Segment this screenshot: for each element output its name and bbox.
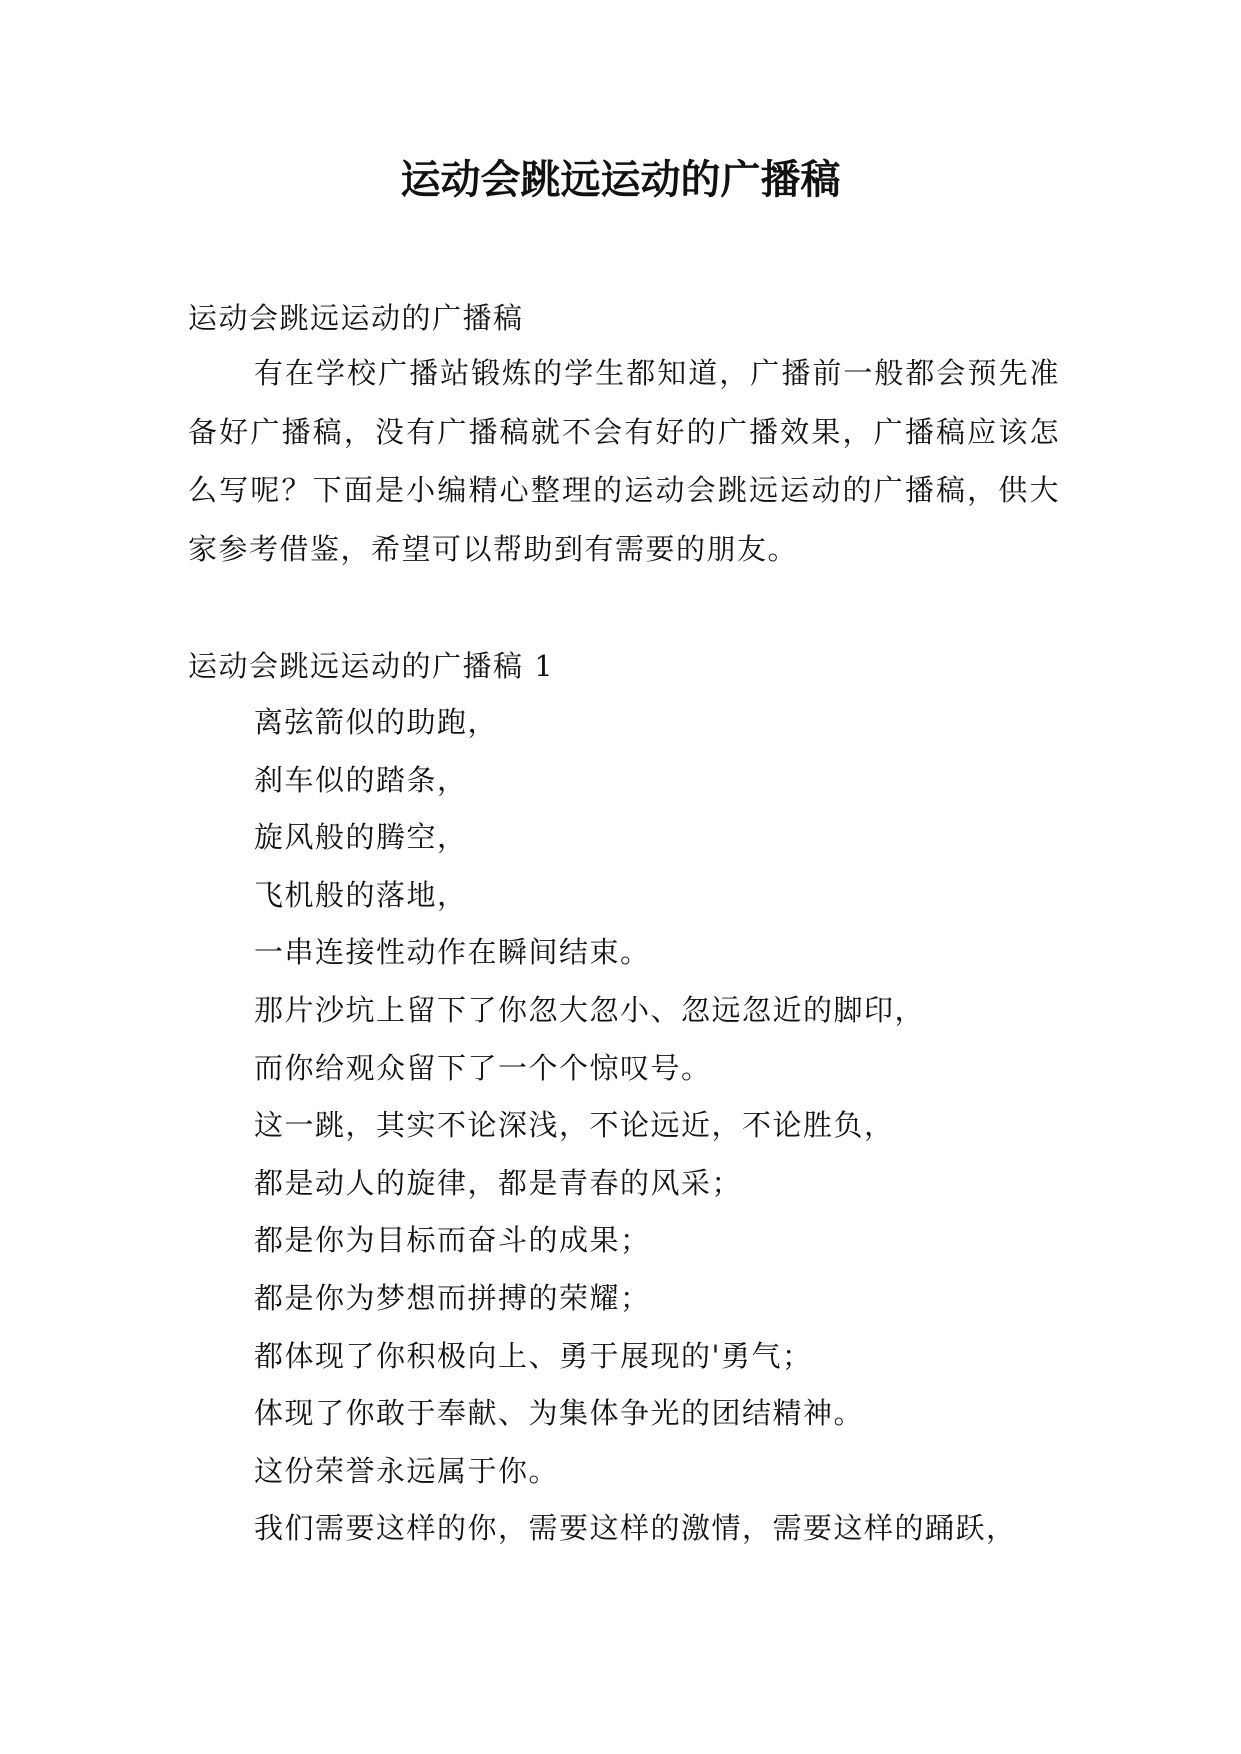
poem-line: 都是动人的旋律，都是青春的风采； bbox=[254, 1165, 743, 1200]
poem bbox=[254, 694, 1154, 1558]
poem-line: 都体现了你积极向上、勇于展现的'勇气； bbox=[254, 1338, 813, 1373]
poem-line: 这一跳，其实不论深浅，不论远近，不论胜负， bbox=[254, 1108, 895, 1143]
section-heading: 运动会跳远运动的广播稿 1 bbox=[188, 649, 555, 683]
document-title: 运动会跳远运动的广播稿 bbox=[400, 157, 841, 203]
poem-line: 这份荣誉永远属于你。 bbox=[254, 1453, 560, 1488]
poem-line: 那片沙坑上留下了你忽大忽小、忽远忽近的脚印， bbox=[254, 992, 926, 1027]
intro-paragraph: 有在学校广播站锻炼的学生都知道，广播前一般都会预先准备好广播稿，没有广播稿就不会有好的广播效果，广播稿应该怎么写呢？下面是小编精心整理的运动会跳远运动的广播稿，供大家参考借鉴，希望可以帮助到有需要的朋友。 bbox=[188, 356, 1060, 566]
document-subtitle: 运动会跳远运动的广播稿 bbox=[188, 301, 524, 335]
poem-line: 刹车似的踏条， bbox=[254, 762, 468, 797]
poem-line: 都是你为梦想而拼搏的荣耀； bbox=[254, 1280, 651, 1315]
poem-line: 都是你为目标而奋斗的成果； bbox=[254, 1223, 651, 1258]
poem-line: 体现了你敢于奉献、为集体争光的团结精神。 bbox=[254, 1396, 865, 1431]
poem-line: 飞机般的落地， bbox=[254, 877, 468, 912]
poem-line: 离弦箭似的助跑， bbox=[254, 705, 499, 739]
poem-line: 而你给观众留下了一个个惊叹号。 bbox=[254, 1050, 712, 1085]
poem-line: 一串连接性动作在瞬间结束。 bbox=[254, 935, 651, 970]
poem-line: 我们需要这样的你，需要这样的激情，需要这样的踊跃， bbox=[254, 1511, 1017, 1546]
poem-line: 旋风般的腾空， bbox=[254, 820, 468, 855]
